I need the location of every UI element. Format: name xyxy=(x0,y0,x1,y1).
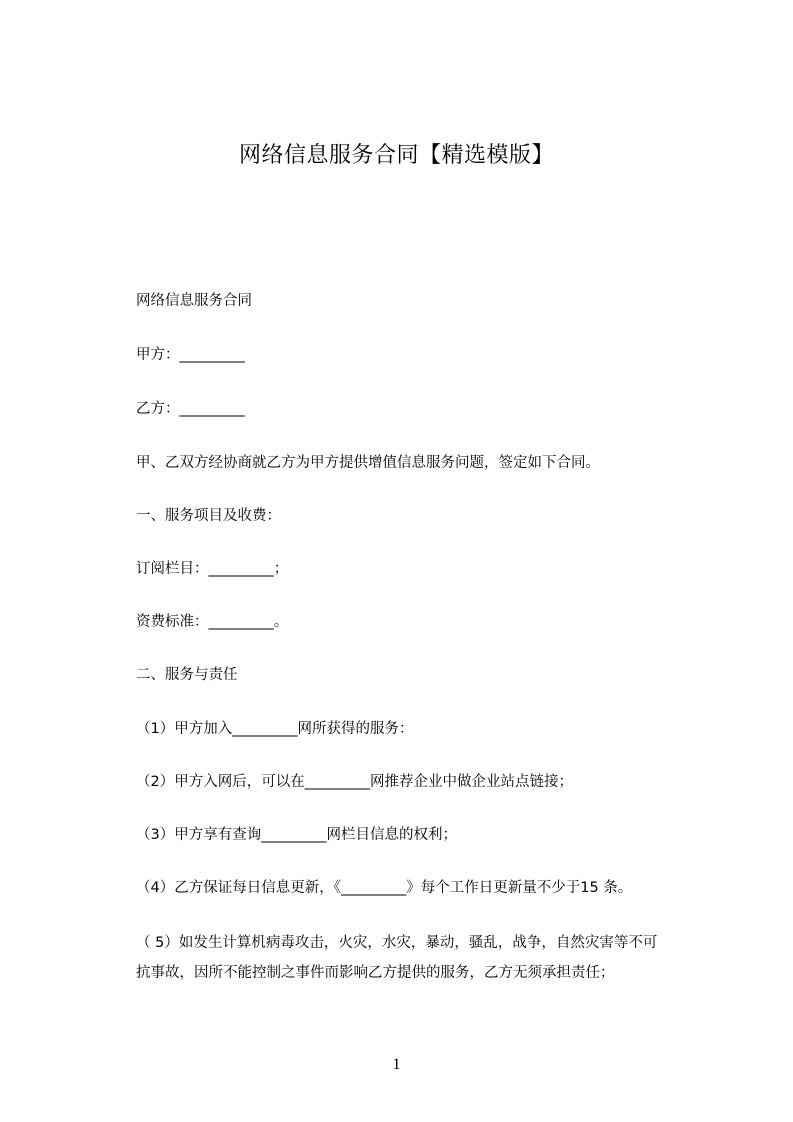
fee-standard-line: 资费标准：_________。 xyxy=(136,614,289,630)
agreement-intro: 甲、乙双方经协商就乙方为甲方提供增值信息服务问题，签定如下合同。 xyxy=(136,455,600,471)
contract-heading: 网络信息服务合同 xyxy=(136,293,252,309)
subscription-column-line: 订阅栏目：_________； xyxy=(136,561,289,577)
section-one-heading: 一、服务项目及收费： xyxy=(136,508,281,524)
service-item-5-paragraph: （ 5）如发生计算机病毒攻击，火灾，水灾，暴动，骚乱，战争，自然灾害等不可抗事故，因所不能控制之事件而影响乙方提供的服务，乙方无须承担责任； xyxy=(136,935,658,981)
service-item-1: （1）甲方加入_________网所获得的服务： xyxy=(136,721,414,737)
party-a-line: 甲方：_________ xyxy=(136,347,245,363)
service-item-2: （2）甲方入网后，可以在_________网推荐企业中做企业站点链接； xyxy=(136,774,573,790)
party-b-line: 乙方：_________ xyxy=(136,401,245,417)
service-item-4: （4）乙方保证每日信息更新，《_________》每个工作日更新量不少于15 条。 xyxy=(136,880,633,896)
page-number: 1 xyxy=(392,1056,401,1073)
service-item-3: （3）甲方享有查询_________网栏目信息的权利； xyxy=(136,827,457,843)
section-two-heading: 二、服务与责任 xyxy=(136,667,238,683)
document-title: 网络信息服务合同【精选模版】 xyxy=(238,143,554,168)
